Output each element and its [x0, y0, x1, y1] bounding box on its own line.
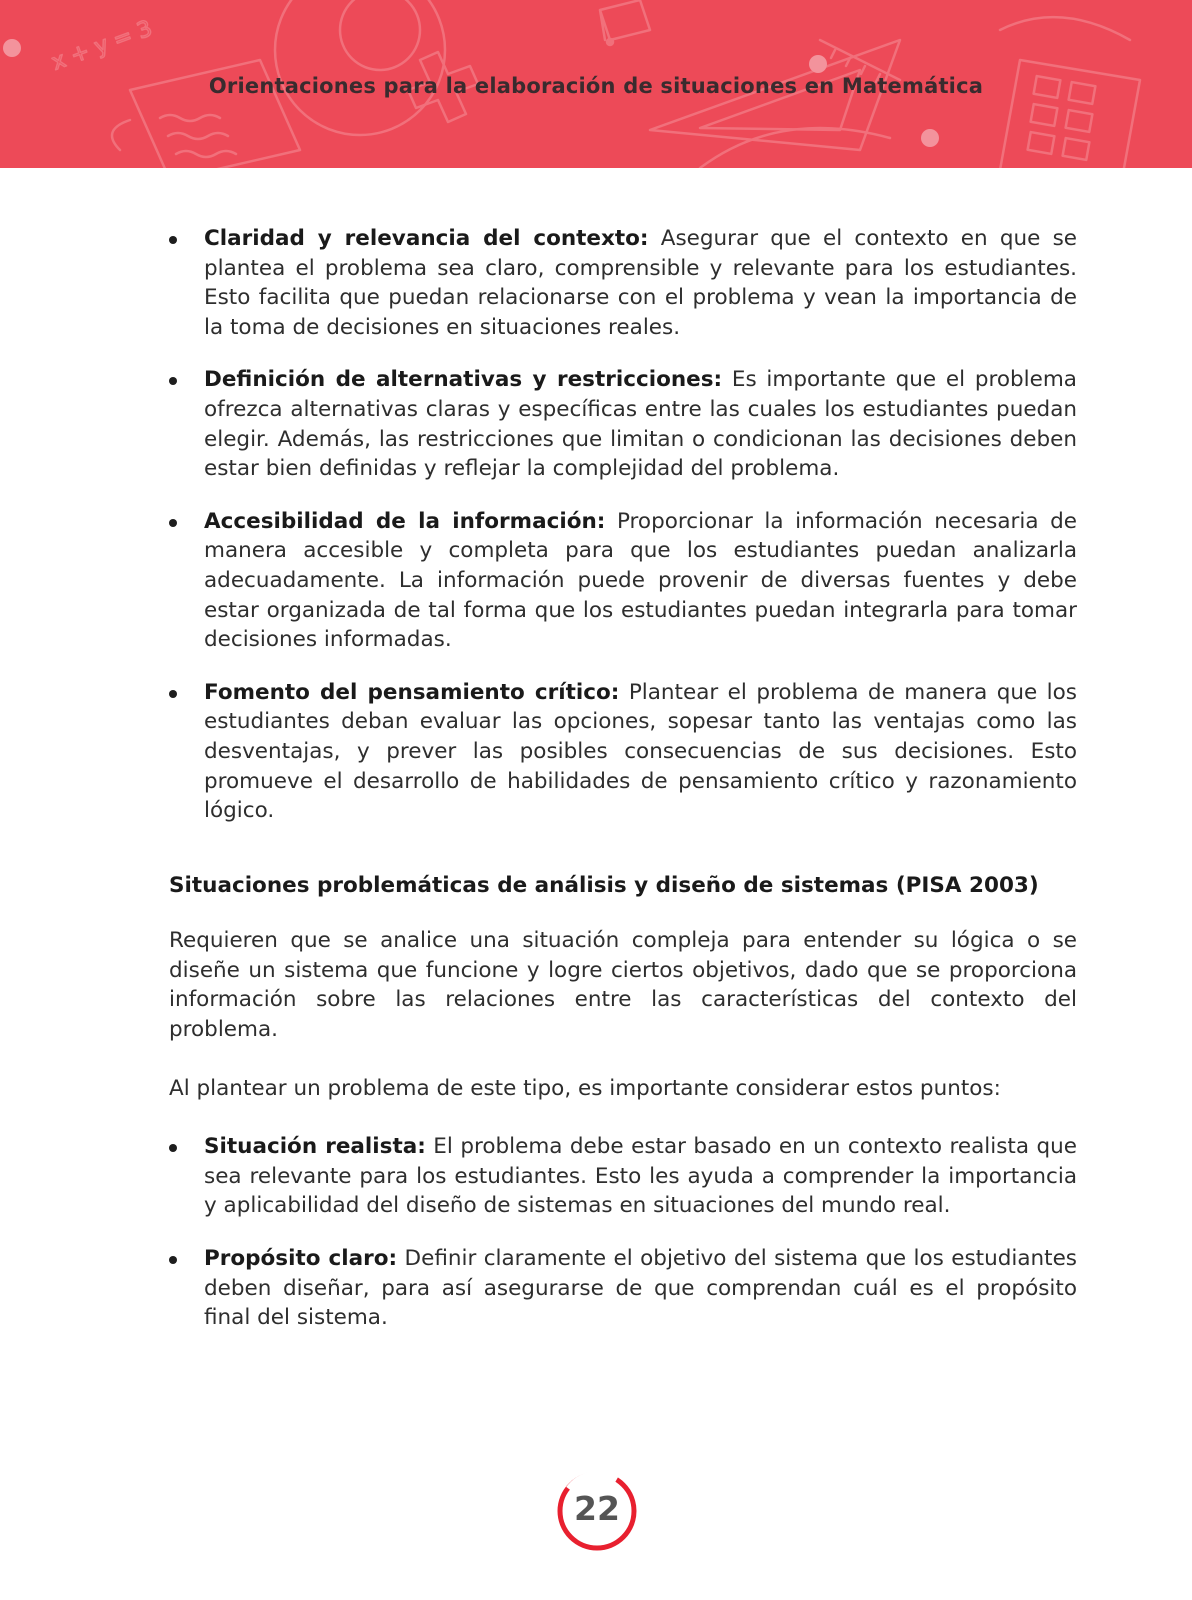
list-item-text: El problema debe estar basado en un contexto realista que sea relevante para los estudiantes. Esto les ayuda a comprender la importancia y aplicabilidad del diseño de sistemas en situaciones del mundo real.: [204, 1134, 1077, 1219]
list-item-text: Proporcionar la información necesaria de manera accesible y completa para que los estudiantes puedan analizarla adecuadamente. La información puede provenir de diversas fuentes y debe estar organizada de tal forma que los estudiantes puedan integrarla para tomar decisiones informadas.: [204, 508, 1077, 653]
section-paragraph: Al plantear un problema de este tipo, es importante considerar estos puntos:: [169, 1075, 1001, 1101]
list-item-text: Es importante que el problema ofrezca alternativas claras y específicas entre las cuales los estudiantes puedan elegir. Además, las restricciones que limitan o condicionan las decisiones deben estar bien definidas y reflejar la complejidad del problema.: [204, 367, 1077, 482]
page-content: [169, 224, 1077, 1356]
criteria-list-top: [169, 224, 1077, 826]
list-item-term: Situación realista:: [204, 1134, 426, 1160]
list-item: [169, 507, 1077, 655]
list-item-term: Propósito claro:: [204, 1246, 398, 1272]
list-item-text: Plantear el problema de manera que los estudiantes deban evaluar las opciones, sopesar tanto las ventajas como las desventajas, y prever las posibles consecuencias de sus decisiones. Esto promueve el desarrollo de habilidades de pensamiento crítico y razonamiento lógico.: [204, 679, 1077, 824]
list-item-text: Definir claramente el objetivo del sistema que los estudiantes deben diseñar, para así asegurarse de que comprendan cuál es el propósito final del sistema.: [204, 1246, 1077, 1331]
bullet-icon: [169, 377, 177, 385]
bullet-icon: [169, 519, 177, 527]
equation-doodle: x + y = 3: [48, 16, 156, 76]
list-item: [169, 365, 1077, 483]
list-item-term: Claridad y relevancia del contexto:: [204, 226, 649, 251]
bullet-icon: [169, 1144, 177, 1152]
bullet-icon: [169, 1256, 177, 1264]
list-item: [169, 678, 1077, 826]
section-paragraph: Requieren que se analice una situación compleja para entender su lógica o se diseñe un sistema que funcione y logre ciertos objetivos, dado que se proporciona información sobre las relaciones entre las características del contexto del problema.: [169, 928, 1077, 1043]
criteria-list-bottom: [169, 1132, 1077, 1333]
page-header: [0, 0, 1192, 168]
list-item-term: Accesibilidad de la información:: [204, 508, 606, 534]
bullet-icon: [169, 690, 177, 698]
list-item-term: Fomento del pensamiento crítico:: [204, 679, 620, 705]
list-item-term: Definición de alternativas y restricciones:: [204, 367, 723, 393]
list-item: [169, 1132, 1077, 1221]
list-item: [169, 224, 1077, 342]
section-heading: Situaciones problemáticas de análisis y diseño de sistemas (PISA 2003): [169, 872, 1039, 898]
header-title: Orientaciones para la elaboración de situaciones en Matemática: [208, 74, 984, 98]
page-number-badge: [555, 1469, 639, 1553]
list-item: [169, 1244, 1077, 1333]
list-item-text: Asegurar que el contexto en que se plantea el problema sea claro, comprensible y relevante para los estudiantes. Esto facilita que puedan relacionarse con el problema y vean la importancia de la toma de decisiones en situaciones reales.: [204, 226, 1078, 340]
bullet-icon: [169, 236, 177, 244]
page-number: 22: [574, 1489, 620, 1528]
